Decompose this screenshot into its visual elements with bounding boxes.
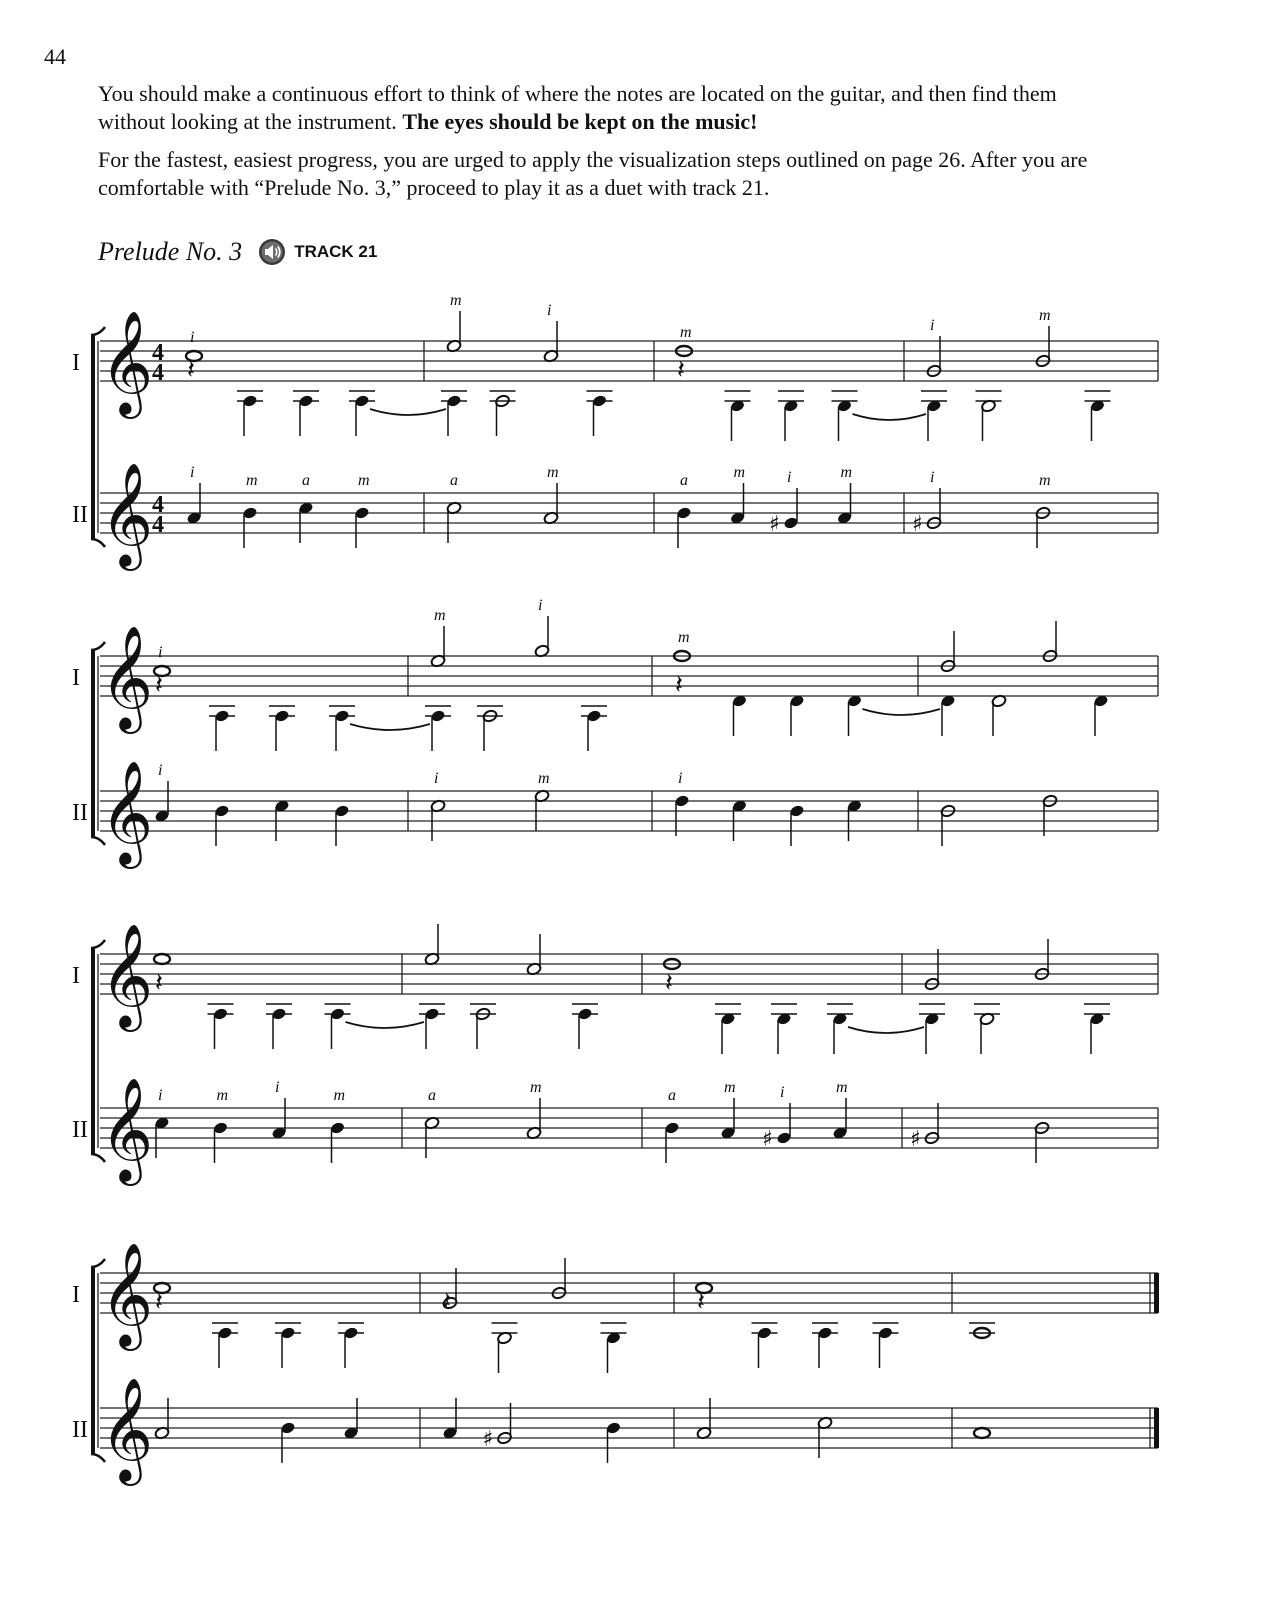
fingering-mark: m <box>678 629 690 646</box>
sharp-accidental: ♯ <box>912 512 923 537</box>
time-signature-bottom: 4 <box>152 360 164 386</box>
fingering-mark: i <box>678 770 683 787</box>
fingering-mark: a <box>450 472 458 489</box>
fingering-mark: i <box>780 1084 785 1101</box>
part-label: I <box>72 1282 80 1308</box>
fingering-mark: m <box>836 1079 848 1096</box>
fingering-mark: i <box>547 302 552 319</box>
fingering-mark: m <box>246 472 258 489</box>
quarter-rest: 𝄽 <box>155 670 163 700</box>
tie <box>863 709 941 715</box>
fingering-mark: m <box>840 464 853 481</box>
fingering-mark: m <box>216 1087 229 1104</box>
treble-clef-icon: 𝄞 <box>100 1077 154 1182</box>
fingering-mark: i <box>158 1087 163 1104</box>
system-bracket <box>91 650 95 837</box>
quarter-rest: 𝄽 <box>155 968 163 998</box>
system-bracket <box>91 1267 95 1454</box>
quarter-rest: 𝄽 <box>677 355 685 385</box>
treble-clef-icon: 𝄞 <box>100 923 154 1028</box>
fingering-mark: i <box>930 317 935 334</box>
quarter-rest: 𝄽 <box>665 968 673 998</box>
treble-clef-icon: 𝄞 <box>100 760 154 865</box>
treble-clef-icon: 𝄞 <box>100 310 154 415</box>
sharp-accidental: ♯ <box>769 512 780 537</box>
fingering-mark: i <box>158 762 163 779</box>
tie <box>853 414 927 420</box>
part-label: I <box>72 963 80 989</box>
page-number: 44 <box>44 44 66 69</box>
fingering-mark: m <box>1039 472 1051 489</box>
quarter-rest: 𝄽 <box>155 1287 163 1317</box>
piece-title: Prelude No. 3 <box>98 237 243 266</box>
fingering-mark: i <box>538 597 543 614</box>
treble-clef-icon: 𝄞 <box>100 1242 154 1347</box>
tie <box>848 1027 924 1033</box>
fingering-mark: i <box>930 469 935 486</box>
part-label: II <box>72 502 88 528</box>
note-head <box>974 1428 990 1438</box>
fingering-mark: m <box>680 324 692 341</box>
fingering-mark: m <box>724 1079 736 1096</box>
quarter-rest: 𝄽 <box>675 670 683 700</box>
note-head <box>154 954 170 964</box>
tie <box>370 409 446 415</box>
instructions-paragraph: For the fastest, easiest progress, you are urged to apply the visualization steps outlined on page 26. After you are comfortable with “Prelude No. 3,” proceed to play it as a duet with track 21. <box>98 147 1088 200</box>
fingering-mark: a <box>668 1087 676 1104</box>
sharp-accidental: ♯ <box>482 1427 494 1452</box>
fingering-mark: i <box>787 469 792 486</box>
fingering-mark: i <box>190 329 195 346</box>
fingering-mark: m <box>1039 307 1051 324</box>
fingering-mark: m <box>333 1087 346 1104</box>
quarter-rest: 𝄽 <box>443 1287 451 1317</box>
fingering-mark: m <box>733 464 746 481</box>
treble-clef-icon: 𝄞 <box>100 1377 154 1482</box>
fingering-mark: m <box>547 464 559 481</box>
sharp-accidental: ♯ <box>762 1127 773 1152</box>
part-label: I <box>72 665 80 691</box>
part-label: II <box>72 800 88 826</box>
treble-clef-icon: 𝄞 <box>100 462 154 567</box>
system-bracket <box>91 335 95 539</box>
track-label: TRACK 21 <box>294 242 378 261</box>
fingering-mark: m <box>434 607 446 624</box>
quarter-rest: 𝄽 <box>697 1287 705 1317</box>
time-signature-bottom: 4 <box>152 512 164 538</box>
time-signature-top: 4 <box>152 340 164 366</box>
final-bar-line <box>1154 1273 1159 1313</box>
fingering-mark: i <box>275 1079 280 1096</box>
system-bracket <box>91 948 95 1154</box>
fingering-mark: m <box>538 770 550 787</box>
fingering-mark: a <box>302 472 310 489</box>
fingering-mark: i <box>434 770 439 787</box>
intro-paragraph-emphasis: The eyes should be kept on the music! <box>402 109 758 134</box>
fingering-mark: a <box>680 472 688 489</box>
tie <box>350 724 430 730</box>
time-signature-top: 4 <box>152 492 164 518</box>
final-bar-line <box>1154 1408 1159 1448</box>
sharp-accidental: ♯ <box>910 1127 921 1152</box>
treble-clef-icon: 𝄞 <box>100 625 154 730</box>
fingering-mark: a <box>428 1087 436 1104</box>
fingering-mark: m <box>450 292 462 309</box>
part-label: II <box>72 1117 88 1143</box>
tie <box>346 1022 425 1028</box>
fingering-mark: i <box>158 644 163 661</box>
fingering-mark: m <box>530 1079 542 1096</box>
intro-paragraph-text: You should make a continuous effort to think of where the notes are located on the guitar, and then find them without looking at the instrument. <box>98 81 1057 134</box>
part-label: I <box>72 350 80 376</box>
quarter-rest: 𝄽 <box>187 355 195 385</box>
fingering-mark: i <box>190 464 195 481</box>
part-label: II <box>72 1417 88 1443</box>
fingering-mark: m <box>358 472 370 489</box>
